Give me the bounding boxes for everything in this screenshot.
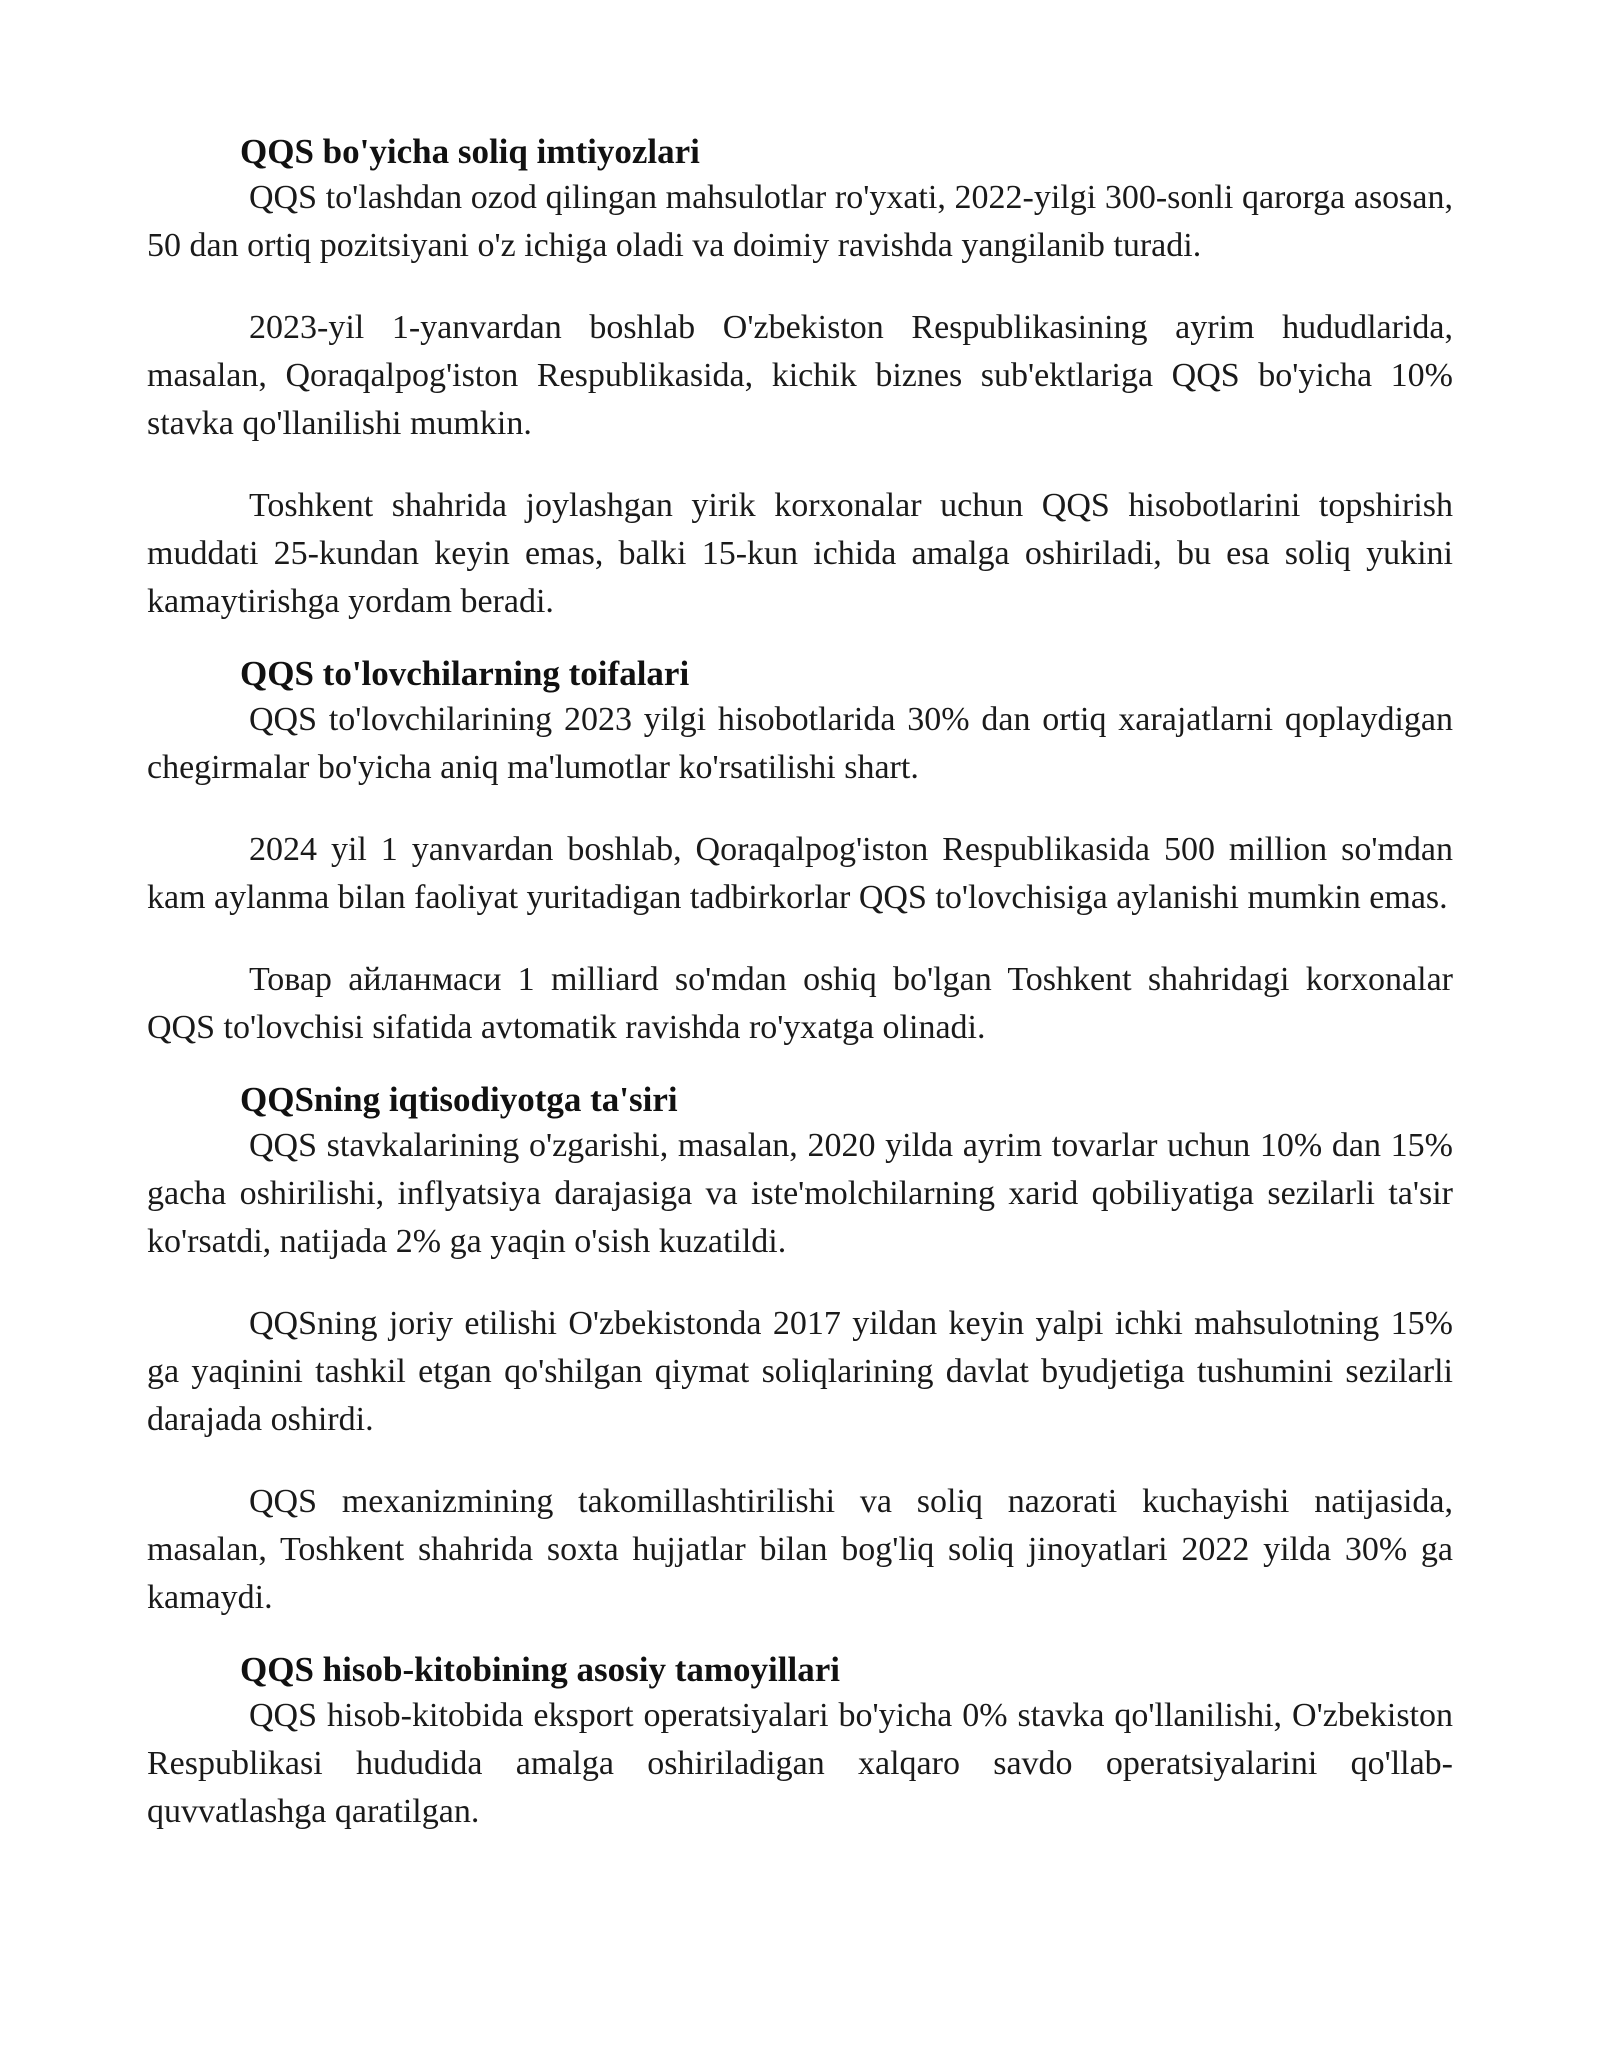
section-tax-benefits	[147, 130, 1453, 626]
paragraph: 2024 yil 1 yanvardan boshlab, Qoraqalpog'iston Respublikasida 500 million so'mdan kam aylanma bilan faoliyat yuritadigan tadbirkorlar QQS to'lovchisiga aylanishi mumkin emas.	[147, 831, 1453, 916]
section-heading: QQS bo'yicha soliq imtiyozlari	[240, 132, 700, 171]
section-heading: QQSning iqtisodiyotga ta'siri	[240, 1080, 678, 1119]
paragraph: Товар айланмаси 1 milliard so'mdan oshiq bo'lgan Toshkent shahridagi korxonalar QQS to'lovchisi sifatida avtomatik ravishda ro'yxatga olinadi.	[147, 961, 1453, 1046]
paragraph: QQSning joriy etilishi O'zbekistonda 2017 yildan keyin yalpi ichki mahsulotning 15% ga yaqinini tashkil etgan qo'shilgan qiymat soliqlarining davlat byudjetiga tushumini sezilarli darajada oshirdi.	[147, 1305, 1453, 1438]
paragraph: QQS stavkalarining o'zgarishi, masalan, 2020 yilda ayrim tovarlar uchun 10% dan 15% gacha oshirilishi, inflyatsiya darajasiga va iste'molchilarning xarid qobiliyatiga sezilarli ta'sir ko'rsatdi, natijada 2% ga yaqin o'sish kuzatildi.	[147, 1127, 1453, 1260]
section-payer-categories	[147, 652, 1453, 1052]
paragraph: QQS to'lashdan ozod qilingan mahsulotlar ro'yxati, 2022-yilgi 300-sonli qarorga asosan, 50 dan ortiq pozitsiyani o'z ichiga oladi va doimiy ravishda yangilanib turadi.	[147, 179, 1453, 264]
paragraph: QQS hisob-kitobida eksport operatsiyalari bo'yicha 0% stavka qo'llanilishi, O'zbekiston Respublikasi hududida amalga oshiriladigan xalqaro savdo operatsiyalarini qo'llab-quvvatlashga qaratilgan.	[147, 1697, 1453, 1830]
paragraph: Toshkent shahrida joylashgan yirik korxonalar uchun QQS hisobotlarini topshirish muddati 25-kundan keyin emas, balki 15-kun ichida amalga oshiriladi, bu esa soliq yukini kamaytirishga yordam beradi.	[147, 487, 1453, 620]
paragraph: QQS to'lovchilarining 2023 yilgi hisobotlarida 30% dan ortiq xarajatlarni qoplaydigan chegirmalar bo'yicha aniq ma'lumotlar ko'rsatilishi shart.	[147, 701, 1453, 786]
section-economic-impact	[147, 1078, 1453, 1622]
section-heading: QQS to'lovchilarning toifalari	[240, 654, 690, 693]
section-heading: QQS hisob-kitobining asosiy tamoyillari	[240, 1650, 840, 1689]
section-calculation-principles	[147, 1648, 1453, 1836]
paragraph: QQS mexanizmining takomillashtirilishi va soliq nazorati kuchayishi natijasida, masalan, Toshkent shahrida soxta hujjatlar bilan bog'liq soliq jinoyatlari 2022 yilda 30% ga kamaydi.	[147, 1483, 1453, 1616]
paragraph: 2023-yil 1-yanvardan boshlab O'zbekiston Respublikasining ayrim hududlarida, masalan, Qoraqalpog'iston Respublikasida, kichik biznes sub'ektlariga QQS bo'yicha 10% stavka qo'llanilishi mumkin.	[147, 309, 1453, 442]
document-page	[147, 130, 1453, 1836]
